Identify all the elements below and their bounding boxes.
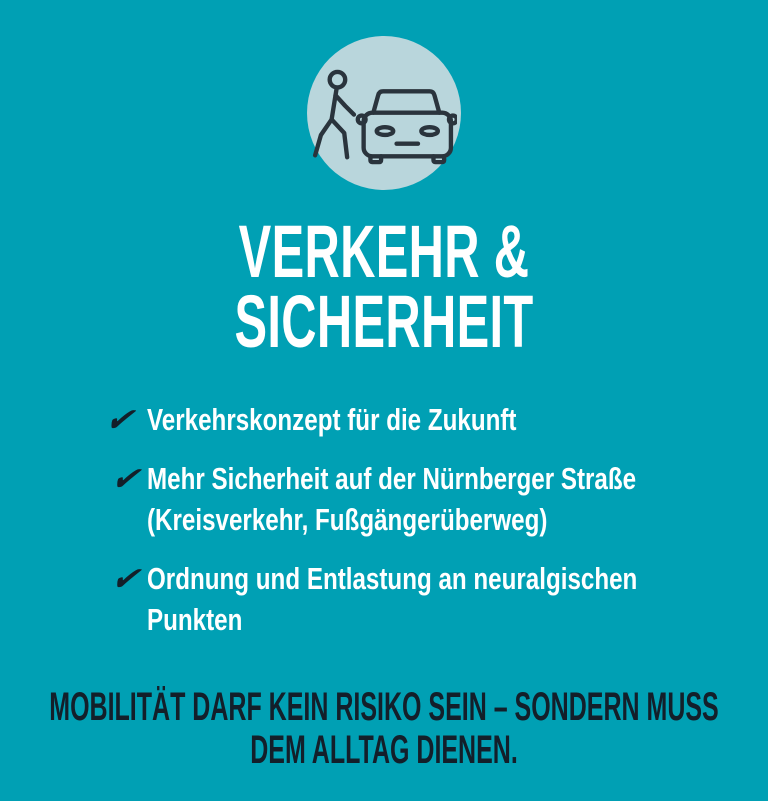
bullet-list xyxy=(103,399,768,658)
footer-slogan xyxy=(9,686,759,772)
page-title xyxy=(131,210,638,363)
bullet-text: Ordnung und Entlastung an neuralgischen Punkten xyxy=(147,561,638,637)
pedestrian-and-car-icon xyxy=(311,69,457,166)
list-item xyxy=(103,558,768,640)
footer-line1: MOBILITÄT DARF KEIN RISIKO SEIN – SONDERN MUSS xyxy=(49,685,719,729)
icon-circle xyxy=(307,36,461,190)
list-item xyxy=(103,458,768,540)
list-item xyxy=(103,399,768,440)
bullet-text: Verkehrskonzept für die Zukunft xyxy=(147,402,517,437)
checkmark-icon: ✔ xyxy=(109,560,142,597)
title-line2: SICHERHEIT xyxy=(234,280,534,363)
bullet-text: Mehr Sicherheit auf der Nürnberger Straße (Kreisverkehr, Fußgängerüberweg) xyxy=(147,461,637,537)
checkmark-icon: ✔ xyxy=(109,460,142,497)
footer-line2: DEM ALLTAG DIENEN. xyxy=(250,728,518,772)
title-line1: VERKEHR & xyxy=(238,210,530,293)
checkmark-icon: ✔ xyxy=(103,401,137,438)
